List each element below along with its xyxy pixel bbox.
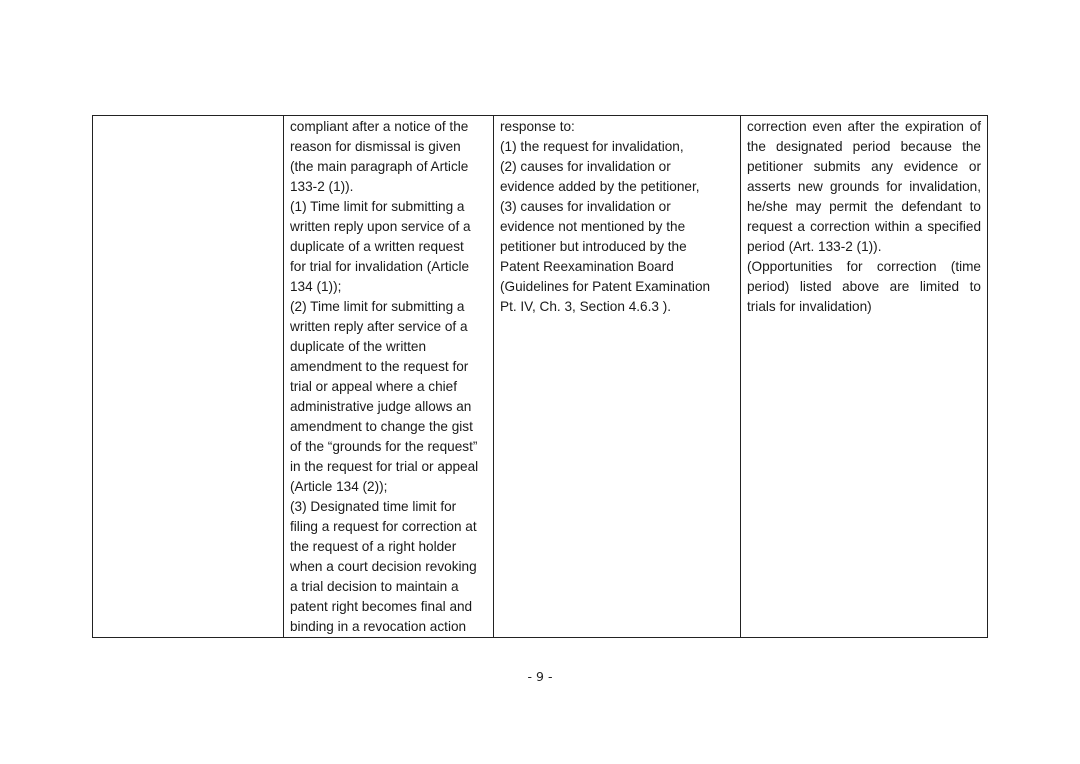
cell-line: (1) the request for invalidation, xyxy=(500,139,684,154)
cell-text-column-3 xyxy=(494,116,740,317)
cell-line: petitioner but introduced by the xyxy=(500,239,687,254)
cell-line: asserts new grounds for invalidation, xyxy=(747,179,981,194)
table-row xyxy=(93,116,988,638)
cell-line: amendment to change the gist xyxy=(290,419,473,434)
page-number: - 9 - xyxy=(527,669,553,684)
cell-line: in the request for trial or appeal xyxy=(290,459,479,474)
cell-line: reason for dismissal is given xyxy=(290,139,461,154)
cell-line: evidence added by the petitioner, xyxy=(500,179,700,194)
cell-line: when a court decision revoking xyxy=(290,559,477,574)
cell-line: (1) Time limit for submitting a xyxy=(290,199,465,214)
cell-line: the request of a right holder xyxy=(290,539,457,554)
cell-text-column-4 xyxy=(741,116,987,317)
cell-line: Patent Reexamination Board xyxy=(500,259,674,274)
table-cell-column-4 xyxy=(741,116,988,638)
cell-line: duplicate of the written xyxy=(290,339,427,354)
cell-line: amendment to the request for xyxy=(290,359,469,374)
cell-line: (2) Time limit for submitting a xyxy=(290,299,465,314)
cell-line: correction even after the expiration of xyxy=(747,119,981,134)
cell-line: (Article 134 (2)); xyxy=(290,479,388,494)
cell-line: 133-2 (1)). xyxy=(290,179,354,194)
document-table xyxy=(92,115,988,638)
cell-line: trials for invalidation) xyxy=(747,299,872,314)
cell-line: 134 (1)); xyxy=(290,279,342,294)
cell-text-column-1 xyxy=(93,116,283,117)
cell-line: (3) causes for invalidation or xyxy=(500,199,671,214)
cell-line: binding in a revocation action xyxy=(290,619,467,634)
cell-line: trial or appeal where a chief xyxy=(290,379,457,394)
cell-line: period (Art. 133-2 (1)). xyxy=(747,239,882,254)
cell-line: period) listed above are limited to xyxy=(747,279,981,294)
cell-line: request a correction within a specified xyxy=(747,219,981,234)
cell-line: Pt. IV, Ch. 3, Section 4.6.3 ). xyxy=(500,299,672,314)
table-cell-column-1 xyxy=(93,116,284,638)
cell-line: evidence not mentioned by the xyxy=(500,219,686,234)
cell-line: a trial decision to maintain a xyxy=(290,579,459,594)
cell-text-column-2 xyxy=(284,116,493,637)
cell-line: written reply upon service of a xyxy=(290,219,471,234)
cell-line: administrative judge allows an xyxy=(290,399,472,414)
table-cell-column-3 xyxy=(494,116,741,638)
cell-line: of the “grounds for the request” xyxy=(290,439,478,454)
cell-line: (Guidelines for Patent Examination xyxy=(500,279,711,294)
cell-line: compliant after a notice of the xyxy=(290,119,469,134)
cell-line: filing a request for correction at xyxy=(290,519,477,534)
cell-line: for trial for invalidation (Article xyxy=(290,259,470,274)
cell-line: written reply after service of a xyxy=(290,319,468,334)
cell-line: petitioner submits any evidence or xyxy=(747,159,981,174)
cell-line: (Opportunities for correction (time xyxy=(747,259,981,274)
cell-line: patent right becomes final and xyxy=(290,599,473,614)
cell-line: the designated period because the xyxy=(747,139,981,154)
cell-line: he/she may permit the defendant to xyxy=(747,199,981,214)
cell-line: (3) Designated time limit for xyxy=(290,499,457,514)
cell-line: response to: xyxy=(500,119,575,134)
table-cell-column-2 xyxy=(284,116,494,638)
cell-line: duplicate of a written request xyxy=(290,239,464,254)
cell-line: (the main paragraph of Article xyxy=(290,159,469,174)
cell-line: (2) causes for invalidation or xyxy=(500,159,671,174)
